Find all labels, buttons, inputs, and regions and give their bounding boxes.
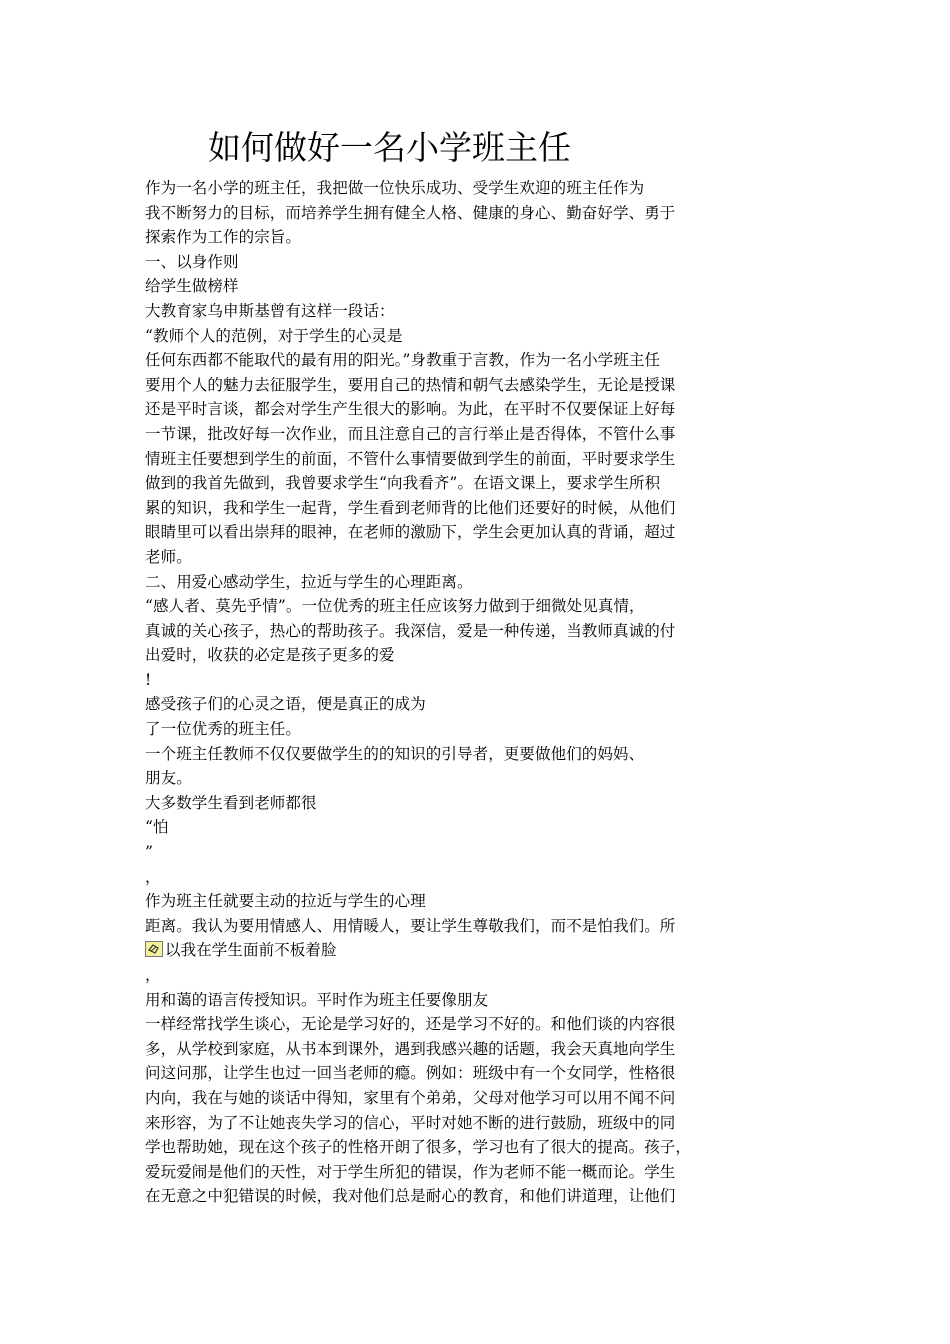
- text-line: ，: [145, 966, 161, 984]
- text-line: 累的知识，我和学生一起背，学生看到老师背的比他们还要好的时候，从他们: [145, 498, 676, 517]
- text-line: 作为一名小学的班主任，我把做一位快乐成功、受学生欢迎的班主任作为: [145, 179, 645, 197]
- text-line: 朋友。: [145, 769, 192, 788]
- text-line: 大多数学生看到老师都很: [145, 793, 317, 812]
- text-line: 大教育家乌申斯基曾有这样一段话：: [145, 301, 395, 320]
- text-line: “教师个人的范例，对于学生的心灵是: [145, 326, 403, 345]
- text-line: 作为班主任就要主动的拉近与学生的心理: [145, 892, 426, 911]
- text-line: 要用个人的魅力去征服学生，要用自己的热情和朝气去感染学生，无论是授课: [145, 375, 676, 394]
- text-line: ”: [145, 843, 154, 862]
- text-line: 距离。我认为要用情感人、用情暖人，要让学生尊敬我们，而不是怕我们。所: [145, 916, 676, 935]
- text-line: 爱玩爱闹是他们的天性，对于学生所犯的错误，作为老师不能一概而论。学生: [145, 1162, 676, 1181]
- text-line: 做到的我首先做到，我曾要求学生“向我看齐”。在语文课上，要求学生所积: [145, 474, 661, 493]
- text-line: 以我在学生面前不板着脸: [165, 941, 337, 960]
- text-line: 我不断努力的目标，而培养学生拥有健全人格、健康的身心、勤奋好学、勇于: [145, 203, 676, 222]
- text-line: 一节课，批改好每一次作业，而且注意自己的言行举止是否得体，不管什么事: [145, 424, 676, 443]
- text-line: 还是平时言谈，都会对学生产生很大的影响。为此，在平时不仅要保证上好每: [145, 400, 676, 419]
- text-line: “怕: [145, 818, 169, 837]
- text-line: 感受孩子们的心灵之语，便是真正的成为: [145, 695, 426, 714]
- text-line: 情班主任要想到学生的前面，不管什么事情要做到学生的前面，平时要求学生: [145, 449, 676, 468]
- text-line: 了一位优秀的班主任。: [145, 720, 302, 739]
- embedded-object-icon[interactable]: [145, 941, 163, 957]
- text-line: ，: [145, 867, 161, 886]
- text-line: 真诚的关心孩子，热心的帮助孩子。我深信，爱是一种传递，当教师真诚的付: [145, 621, 676, 640]
- text-line: 用和蔼的语言传授知识。平时作为班主任要像朋友: [145, 990, 489, 1009]
- text-line: 给学生做榜样: [145, 277, 239, 296]
- text-line: 学也帮助她，现在这个孩子的性格开朗了很多，学习也有了很大的提高。孩子，: [145, 1138, 692, 1157]
- text-line: 二、用爱心感动学生，拉近与学生的心理距离。: [145, 572, 473, 591]
- document-title: 如何做好一名小学班主任: [208, 128, 571, 167]
- text-line-with-icon: [145, 938, 735, 963]
- text-line: 出爱时，收获的必定是孩子更多的爱: [145, 646, 395, 665]
- text-line: 一个班主任教师不仅仅要做学生的的知识的引导者，更要做他们的妈妈、: [145, 744, 645, 763]
- text-line: 多，从学校到家庭，从书本到课外，遇到我感兴趣的话题，我会天真地向学生: [145, 1039, 676, 1058]
- document-body: [145, 176, 735, 1209]
- text-line: 老师。: [145, 547, 192, 566]
- text-line: 探索作为工作的宗旨。: [145, 228, 302, 247]
- text-line: 一样经常找学生谈心，无论是学习好的，还是学习不好的。和他们谈的内容很: [145, 1015, 676, 1034]
- text-line: 在无意之中犯错误的时候，我对他们总是耐心的教育，和他们讲道理，让他们: [145, 1187, 676, 1206]
- text-line: 一、以身作则: [145, 252, 239, 271]
- text-line: 任何东西都不能取代的最有用的阳光。”身教重于言教，作为一名小学班主任: [145, 351, 661, 370]
- text-line: “感人者、莫先乎情”。一位优秀的班主任应该努力做到于细微处见真情，: [145, 597, 645, 616]
- text-line: 来形容，为了不让她丧失学习的信心，平时对她不断的进行鼓励，班级中的同: [145, 1113, 676, 1132]
- text-line: 内向，我在与她的谈话中得知，家里有个弟弟，父母对他学习可以用不闻不问: [145, 1088, 676, 1107]
- text-line: 问这问那，让学生也过一回当老师的瘾。例如：班级中有一个女同学，性格很: [145, 1064, 676, 1083]
- text-line: 眼睛里可以看出崇拜的眼神，在老师的激励下，学生会更加认真的背诵，超过: [145, 523, 676, 542]
- text-line: !: [145, 670, 152, 689]
